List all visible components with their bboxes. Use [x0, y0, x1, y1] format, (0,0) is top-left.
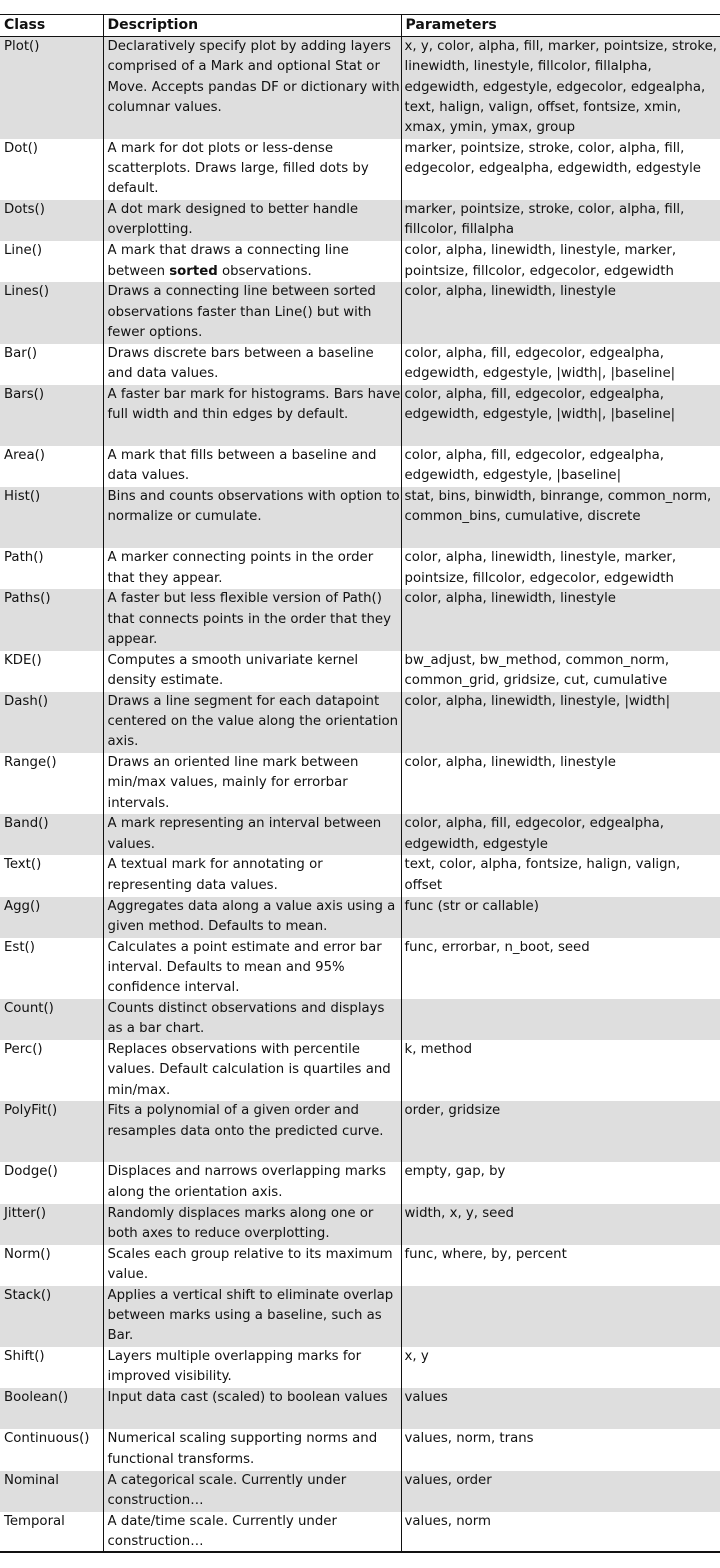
table-row	[0, 1204, 720, 1245]
cell-class: Stack()	[0, 1286, 103, 1347]
description-text: A mark that draws a connecting line between	[107, 243, 349, 279]
cell-parameters: stat, bins, binwidth, binrange, common_norm, common_bins, cumulative, discrete	[404, 489, 712, 525]
cell-description: A dot mark designed to better handle overplotting.	[103, 200, 401, 241]
cell-parameters: color, alpha, linewidth, linestyle	[404, 755, 616, 771]
cell-parameters: k, method	[404, 1042, 473, 1058]
table-row	[0, 548, 720, 589]
cell-parameters: color, alpha, fill, edgecolor, edgealpha, edgewidth, edgestyle, |width|, |baseline|	[404, 345, 676, 381]
cell-class: Jitter()	[0, 1204, 103, 1245]
table-row	[0, 897, 720, 938]
table-row	[0, 1347, 720, 1388]
cell-class: Temporal	[0, 1512, 103, 1553]
cell-class: Text()	[0, 855, 103, 896]
cell-class: Est()	[0, 938, 103, 999]
table-row	[0, 1429, 720, 1470]
cell-description: A mark representing an interval between values.	[103, 814, 401, 855]
cell-parameters: func, errorbar, n_boot, seed	[404, 939, 590, 955]
cell-description: A textual mark for annotating or representing data values.	[103, 855, 401, 896]
cell-description: Counts distinct observations and displays as a bar chart.	[103, 999, 401, 1040]
cell-class: Lines()	[0, 282, 103, 343]
cell-class: Continuous()	[0, 1429, 103, 1470]
cell-description: Applies a vertical shift to eliminate overlap between marks using a baseline, such as Bar.	[103, 1286, 401, 1347]
cell-description: A mark that fills between a baseline and data values.	[103, 446, 401, 487]
table-row	[0, 139, 720, 200]
table-row	[0, 999, 720, 1040]
cell-description: A date/time scale. Currently under construction…	[103, 1512, 401, 1553]
table-header-row	[0, 14, 720, 37]
cell-parameters: color, alpha, linewidth, linestyle, |width|	[404, 693, 671, 709]
cell-parameters: values, norm, trans	[404, 1431, 534, 1447]
cell-description: Layers multiple overlapping marks for improved visibility.	[103, 1347, 401, 1388]
cell-description: A marker connecting points in the order that they appear.	[103, 548, 401, 589]
cell-description: Aggregates data along a value axis using a given method. Defaults to mean.	[103, 897, 401, 938]
cell-class: Hist()	[0, 487, 103, 548]
cell-description: Computes a smooth univariate kernel density estimate.	[103, 651, 401, 692]
cell-description: Declaratively specify plot by adding layers comprised of a Mark and optional Stat or Move. Accepts pandas DF or dictionary with columnar values.	[103, 37, 401, 139]
table-row	[0, 241, 720, 282]
description-emphasis: sorted	[169, 263, 218, 279]
table-row	[0, 446, 720, 487]
cell-parameters: values, order	[404, 1472, 492, 1488]
table-row	[0, 282, 720, 343]
header-parameters: Parameters	[401, 14, 720, 37]
table-row	[0, 200, 720, 241]
cell-description: Draws a connecting line between sorted observations faster than Line() but with fewer options.	[103, 282, 401, 343]
cell-parameters: color, alpha, linewidth, linestyle, marker, pointsize, fillcolor, edgecolor, edgewidth	[404, 243, 677, 279]
table-row	[0, 385, 720, 446]
cell-description: A mark for dot plots or less-dense scatterplots. Draws large, filled dots by default.	[103, 139, 401, 200]
table-row	[0, 1512, 720, 1553]
cell-description: Scales each group relative to its maximum value.	[103, 1245, 401, 1286]
cell-parameters: values	[404, 1390, 448, 1406]
cell-parameters: color, alpha, fill, edgecolor, edgealpha, edgewidth, edgestyle, |width|, |baseline|	[404, 386, 676, 423]
header-description: Description	[103, 14, 401, 37]
cell-class: Shift()	[0, 1347, 103, 1388]
cell-parameters: color, alpha, linewidth, linestyle	[404, 591, 616, 607]
cell-class: Dash()	[0, 692, 103, 753]
class-reference-table	[0, 14, 720, 1553]
cell-class: Bar()	[0, 344, 103, 385]
cell-class: Path()	[0, 548, 103, 589]
table-row	[0, 1245, 720, 1286]
cell-class: Perc()	[0, 1040, 103, 1101]
cell-description: Input data cast (scaled) to boolean values	[103, 1388, 401, 1429]
cell-class: Norm()	[0, 1245, 103, 1286]
cell-parameters	[401, 999, 720, 1040]
table-row	[0, 855, 720, 896]
table-row	[0, 589, 720, 650]
table-row	[0, 938, 720, 999]
cell-description: A faster bar mark for histograms. Bars have full width and thin edges by default.	[103, 385, 401, 446]
cell-description: Bins and counts observations with option to normalize or cumulate.	[103, 487, 401, 548]
cell-class: Nominal	[0, 1471, 103, 1512]
cell-class: Dot()	[0, 139, 103, 200]
table-row	[0, 1162, 720, 1203]
cell-class: Paths()	[0, 589, 103, 650]
table-body	[0, 37, 720, 1554]
cell-parameters: color, alpha, fill, edgecolor, edgealpha, edgewidth, edgestyle	[404, 816, 664, 852]
cell-description: Calculates a point estimate and error bar interval. Defaults to mean and 95% confidence interval.	[103, 938, 401, 999]
cell-description: A faster but less flexible version of Path() that connects points in the order that they appear.	[103, 589, 401, 650]
cell-class: Area()	[0, 446, 103, 487]
table-row	[0, 1101, 720, 1162]
cell-parameters: order, gridsize	[404, 1103, 501, 1119]
cell-class: PolyFit()	[0, 1101, 103, 1162]
cell-parameters: bw_adjust, bw_method, common_norm, common_grid, gridsize, cut, cumulative	[404, 652, 670, 688]
table-row	[0, 487, 720, 548]
cell-parameters: values, norm	[404, 1513, 491, 1529]
cell-description: Numerical scaling supporting norms and functional transforms.	[103, 1429, 401, 1470]
table-row	[0, 344, 720, 385]
cell-parameters: color, alpha, linewidth, linestyle	[404, 284, 616, 300]
table-row	[0, 651, 720, 692]
cell-class: Count()	[0, 999, 103, 1040]
cell-class: Dots()	[0, 200, 103, 241]
cell-parameters: marker, pointsize, stroke, color, alpha, fill, edgecolor, edgealpha, edgewidth, edgestyle	[404, 140, 701, 177]
cell-description: Displaces and narrows overlapping marks along the orientation axis.	[103, 1162, 401, 1203]
cell-description: Draws a line segment for each datapoint centered on the value along the orientation axis.	[103, 692, 401, 753]
cell-class: Agg()	[0, 897, 103, 938]
table-row	[0, 37, 720, 139]
cell-class: Bars()	[0, 385, 103, 446]
cell-parameters: color, alpha, linewidth, linestyle, marker, pointsize, fillcolor, edgecolor, edgewidth	[404, 550, 677, 586]
cell-parameters: text, color, alpha, fontsize, halign, valign, offset	[404, 857, 681, 893]
table-row	[0, 1286, 720, 1347]
cell-class: KDE()	[0, 651, 103, 692]
cell-parameters: func, where, by, percent	[404, 1246, 567, 1262]
cell-class: Plot()	[0, 37, 103, 139]
table-row	[0, 1040, 720, 1101]
cell-class: Range()	[0, 753, 103, 814]
cell-parameters: x, y, color, alpha, fill, marker, pointsize, stroke, linewidth, linestyle, fillcolor, fillalpha, edgewidth, edgestyle, edgecolor, edgealpha, text, halign, valign, offset, fontsize, xmin, xmax, ymin, ymax, group	[404, 39, 717, 136]
cell-parameters: func (str or callable)	[404, 898, 539, 914]
cell-parameters: marker, pointsize, stroke, color, alpha, fill, fillcolor, fillalpha	[404, 202, 685, 238]
cell-class: Boolean()	[0, 1388, 103, 1429]
cell-class: Band()	[0, 814, 103, 855]
cell-parameters: width, x, y, seed	[404, 1205, 514, 1221]
cell-parameters: x, y	[404, 1349, 429, 1365]
cell-parameters: empty, gap, by	[404, 1164, 506, 1180]
cell-description: A categorical scale. Currently under construction…	[103, 1471, 401, 1512]
cell-class: Line()	[0, 241, 103, 282]
description-text: observations.	[217, 263, 312, 279]
table-row	[0, 753, 720, 814]
bottom-rule	[0, 1551, 720, 1553]
cell-description: Draws discrete bars between a baseline and data values.	[103, 344, 401, 385]
table-row	[0, 1388, 720, 1429]
cell-description	[103, 241, 401, 282]
table-row	[0, 692, 720, 753]
cell-description: Fits a polynomial of a given order and resamples data onto the predicted curve.	[103, 1101, 401, 1162]
cell-class: Dodge()	[0, 1162, 103, 1203]
header-class: Class	[0, 14, 103, 37]
cell-parameters: color, alpha, fill, edgecolor, edgealpha, edgewidth, edgestyle, |baseline|	[404, 447, 664, 484]
cell-parameters	[401, 1286, 720, 1347]
table-row	[0, 1471, 720, 1512]
cell-description: Replaces observations with percentile values. Default calculation is quartiles and min/max.	[103, 1040, 401, 1101]
table-row	[0, 814, 720, 855]
cell-description: Draws an oriented line mark between min/max values, mainly for errorbar intervals.	[103, 753, 401, 814]
cell-description: Randomly displaces marks along one or both axes to reduce overplotting.	[103, 1204, 401, 1245]
